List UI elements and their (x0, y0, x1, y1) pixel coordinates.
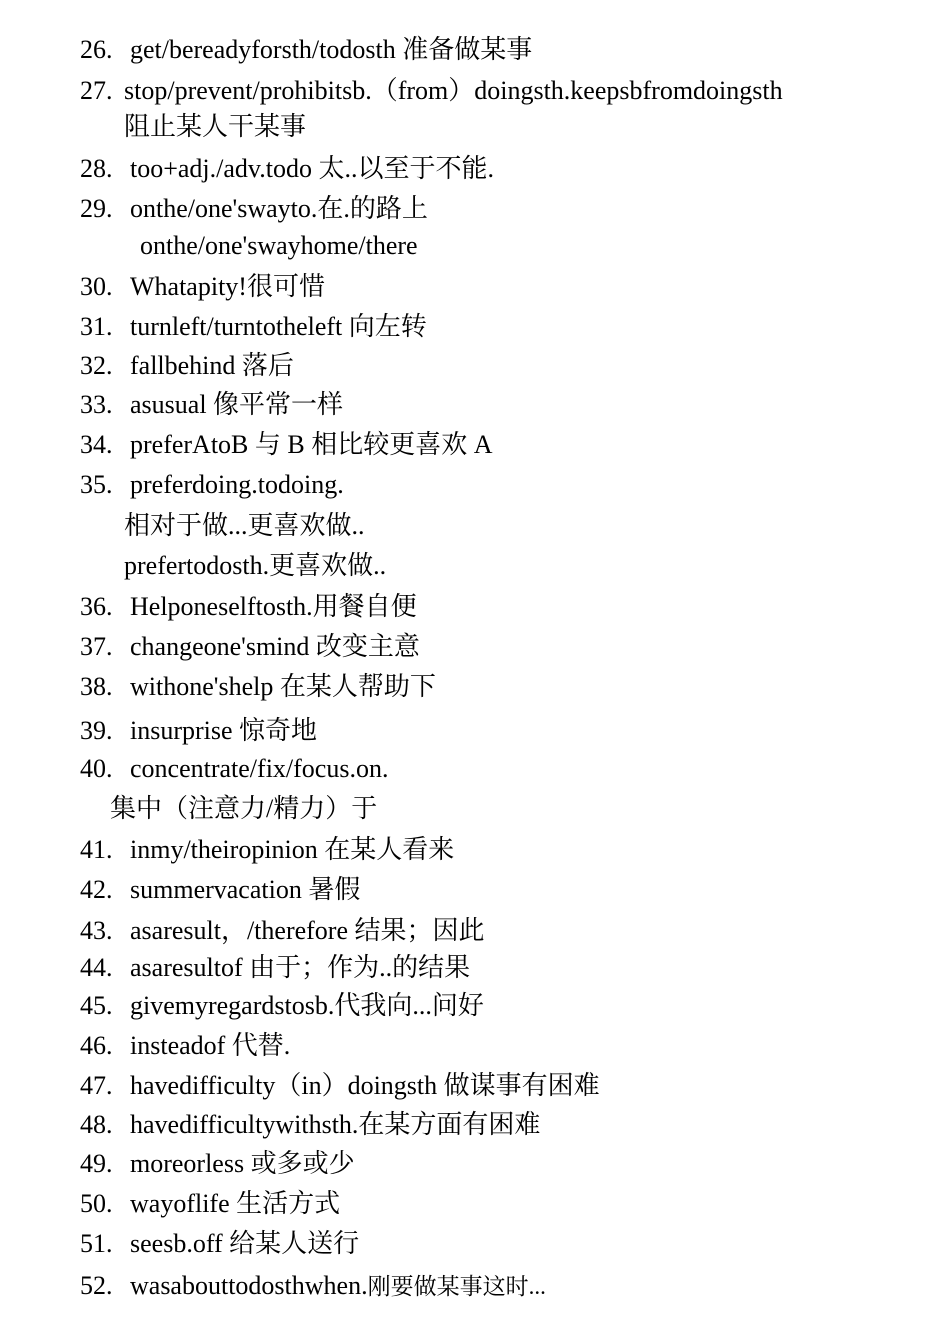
item-text: wasabouttodosthwhen. (130, 1271, 368, 1300)
item-number: 37. (80, 632, 113, 661)
item-text: Helponeselftosth.用餐自便 (130, 592, 417, 621)
item-text: summervacation 暑假 (130, 875, 361, 904)
item-number: 28. (80, 154, 113, 183)
item-text: preferAtoB 与 B 相比较更喜欢 A (130, 430, 493, 459)
list-item-continuation (110, 794, 377, 824)
item-text: moreorless 或多或少 (130, 1149, 355, 1178)
item-number: 33. (80, 390, 113, 419)
item-text: inmy/theiropinion 在某人看来 (130, 835, 455, 864)
list-item (80, 835, 454, 865)
list-item (80, 76, 783, 106)
item-text: turnleft/turntotheleft 向左转 (130, 312, 427, 341)
list-item (80, 632, 420, 662)
item-number: 41. (80, 835, 113, 864)
item-text: insurprise 惊奇地 (130, 716, 318, 745)
list-item (80, 1271, 546, 1301)
item-number: 49. (80, 1149, 113, 1178)
list-item-continuation (124, 511, 365, 541)
item-text: asaresultof 由于；作为..的结果 (130, 953, 471, 982)
item-text: prefertodosth.更喜欢做.. (124, 551, 387, 580)
item-text: havedifficultywithsth.在某方面有困难 (130, 1110, 541, 1139)
item-text: asusual 像平常一样 (130, 390, 344, 419)
list-item (80, 1110, 540, 1140)
list-item (80, 953, 470, 983)
item-text: 集中（注意力/精力）于 (110, 794, 378, 823)
item-text: concentrate/fix/focus.on. (130, 754, 389, 783)
list-item (80, 916, 485, 946)
item-number: 32. (80, 351, 113, 380)
list-item (80, 35, 532, 65)
list-item (80, 194, 428, 224)
item-text: 阻止某人干某事 (124, 112, 307, 141)
item-number: 40. (80, 754, 113, 783)
item-text: Whatapity!很可惜 (130, 272, 325, 301)
list-item (80, 351, 294, 381)
list-item (80, 1031, 290, 1061)
list-item (80, 1149, 355, 1179)
item-text: onthe/one'swayto.在.的路上 (130, 194, 428, 223)
item-number: 47. (80, 1071, 113, 1100)
item-text: asaresult，/therefore 结果；因此 (130, 916, 485, 945)
item-number: 36. (80, 592, 113, 621)
item-number: 45. (80, 991, 113, 1020)
list-item (80, 390, 343, 420)
item-number: 44. (80, 953, 113, 982)
list-item (80, 272, 325, 302)
item-text: stop/prevent/prohibitsb.（from）doingsth.keepsbfromdoingsth (124, 76, 783, 105)
item-number: 38. (80, 672, 113, 701)
item-number: 31. (80, 312, 113, 341)
item-text: givemyregardstosb.代我向...问好 (130, 991, 484, 1020)
item-number: 52. (80, 1271, 113, 1300)
item-number: 51. (80, 1229, 113, 1258)
list-item (80, 875, 360, 905)
item-text-tail: 刚要做某事这时... (367, 1274, 546, 1299)
item-text: havedifficulty（in）doingsth 做谋事有困难 (130, 1071, 600, 1100)
list-item (80, 430, 493, 460)
item-number: 48. (80, 1110, 113, 1139)
item-number: 43. (80, 916, 113, 945)
item-text: too+adj./adv.todo 太..以至于不能. (130, 154, 494, 183)
item-number: 29. (80, 194, 113, 223)
list-item (80, 991, 484, 1021)
item-number: 42. (80, 875, 113, 904)
list-item-continuation (124, 551, 386, 581)
item-number: 35. (80, 470, 113, 499)
list-item (80, 672, 436, 702)
list-item (80, 312, 427, 342)
item-text: fallbehind 落后 (130, 351, 294, 380)
item-text: seesb.off 给某人送行 (130, 1229, 360, 1258)
list-item (80, 592, 417, 622)
item-number: 30. (80, 272, 113, 301)
item-text: get/bereadyforsth/todosth 准备做某事 (130, 35, 533, 64)
list-item-continuation (124, 112, 306, 142)
item-number: 39. (80, 716, 113, 745)
list-item (80, 754, 388, 784)
item-text: wayoflife 生活方式 (130, 1189, 341, 1218)
list-item (80, 154, 494, 184)
item-number: 26. (80, 35, 113, 64)
item-text: onthe/one'swayhome/there (140, 231, 418, 260)
item-number: 46. (80, 1031, 113, 1060)
item-number: 50. (80, 1189, 113, 1218)
list-item (80, 470, 344, 500)
item-text: withone'shelp 在某人帮助下 (130, 672, 436, 701)
item-text: 相对于做...更喜欢做.. (124, 511, 365, 540)
list-item (80, 1229, 359, 1259)
item-number: 34. (80, 430, 113, 459)
item-text: changeone'smind 改变主意 (130, 632, 420, 661)
list-item-continuation (140, 231, 418, 261)
list-item (80, 1071, 600, 1101)
item-text: insteadof 代替. (130, 1031, 291, 1060)
item-text: preferdoing.todoing. (130, 470, 344, 499)
list-item (80, 1189, 340, 1219)
list-item (80, 716, 317, 746)
item-number: 27. (80, 76, 113, 105)
